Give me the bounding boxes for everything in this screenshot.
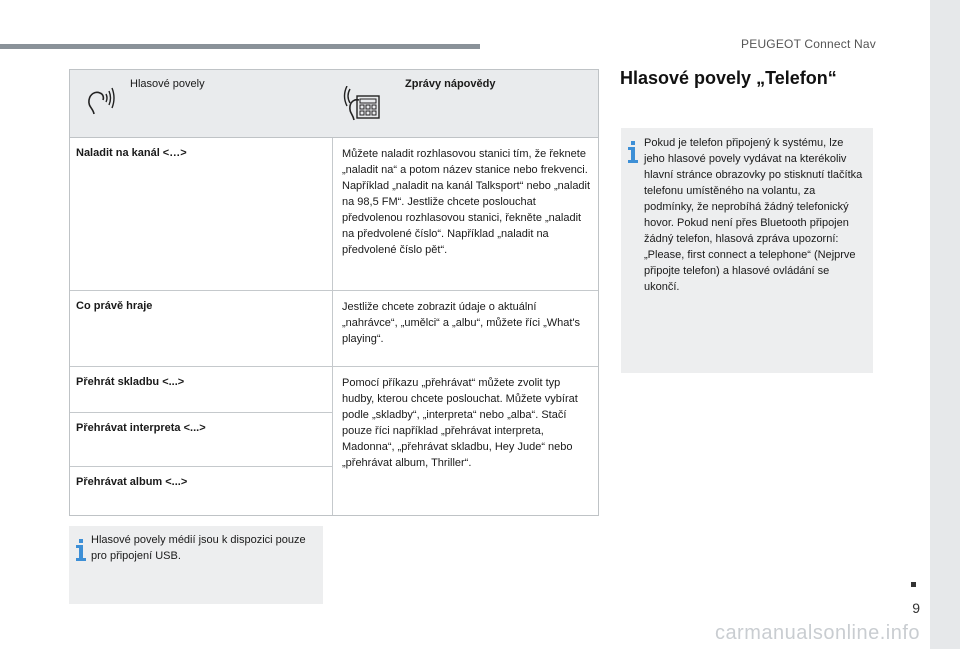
command-cell: Přehrát skladbu <...> <box>76 376 185 388</box>
telephone-info-note <box>621 128 873 373</box>
help-cell: Pomocí příkazu „přehrávat“ můžete zvolit typ hudby, kterou chcete poslouchat. Můžete vybírat podle „skladby“, „interpreta“ nebo „alba“. Stačí pouze říci například „přehrávat interpreta, Madonna“, „přehrávat skladbu, Hey Jude“ nebo „přehrávat album, Thriller“. <box>342 377 578 469</box>
page-marker <box>911 582 916 587</box>
command-cell: Naladit na kanál <…> <box>76 147 187 159</box>
table-row <box>70 413 332 467</box>
usb-info-note <box>69 526 323 604</box>
header-rule <box>0 44 480 49</box>
command-cell: Přehrávat album <...> <box>76 476 188 488</box>
voice-command-table <box>69 69 599 516</box>
table-header-row <box>70 70 598 138</box>
info-icon <box>628 141 638 168</box>
help-cell: Můžete naladit rozhlasovou stanici tím, že řeknete „naladit na“ a potom název stanice nebo frekvenci. Například „naladit na kanál Talksport“ nebo „naladit na 98,5 FM“. Jestliže chcete poslouchat předvolenou rozhlasovou stanici, řekněte „naladit na předvolené číslo“. Například „naladit na předvolené číslo pět“. <box>342 148 591 256</box>
command-cell: Co právě hraje <box>76 300 153 312</box>
section-title-telephone: Hlasové povely „Telefon“ <box>620 68 837 88</box>
header-voice-commands: Hlasové povely <box>130 78 205 90</box>
table-row <box>70 138 598 291</box>
help-cell: Jestliže chcete zobrazit údaje o aktuální „nahrávce“, „umělci“ a „albu“, můžete říci „What's playing“. <box>342 301 581 345</box>
table-row <box>70 291 598 367</box>
page-number: 9 <box>912 600 920 616</box>
table-row <box>70 367 332 413</box>
page-header-title: PEUGEOT Connect Nav <box>741 37 876 51</box>
header-help-messages: Zprávy nápovědy <box>405 78 496 90</box>
info-icon <box>76 539 86 566</box>
page-side-strip <box>930 0 960 649</box>
table-row <box>70 467 332 515</box>
command-cell: Přehrávat interpreta <...> <box>76 422 206 434</box>
watermark: carmanualsonline.info <box>714 622 920 644</box>
voice-speaking-icon <box>84 86 116 121</box>
usb-info-text: Hlasové povely médií jsou k dispozici pouze pro připojení USB. <box>91 534 306 562</box>
voice-help-icon <box>342 86 382 127</box>
telephone-info-text: Pokud je telefon připojený k systému, lze jeho hlasové povely vydávat na kterékoliv hlavní stránce obrazovky po stisknutí tlačítka telefonu umístěného na volantu, za podmínky, že neprobíhá žádný telefonický hovor. Pokud není přes Bluetooth připojen žádný telefon, hlasová zpráva upozorní: „Please, first connect a telephone“ (Nejprve připojte telefon) a hlasové ovládání se ukončí. <box>644 137 863 293</box>
